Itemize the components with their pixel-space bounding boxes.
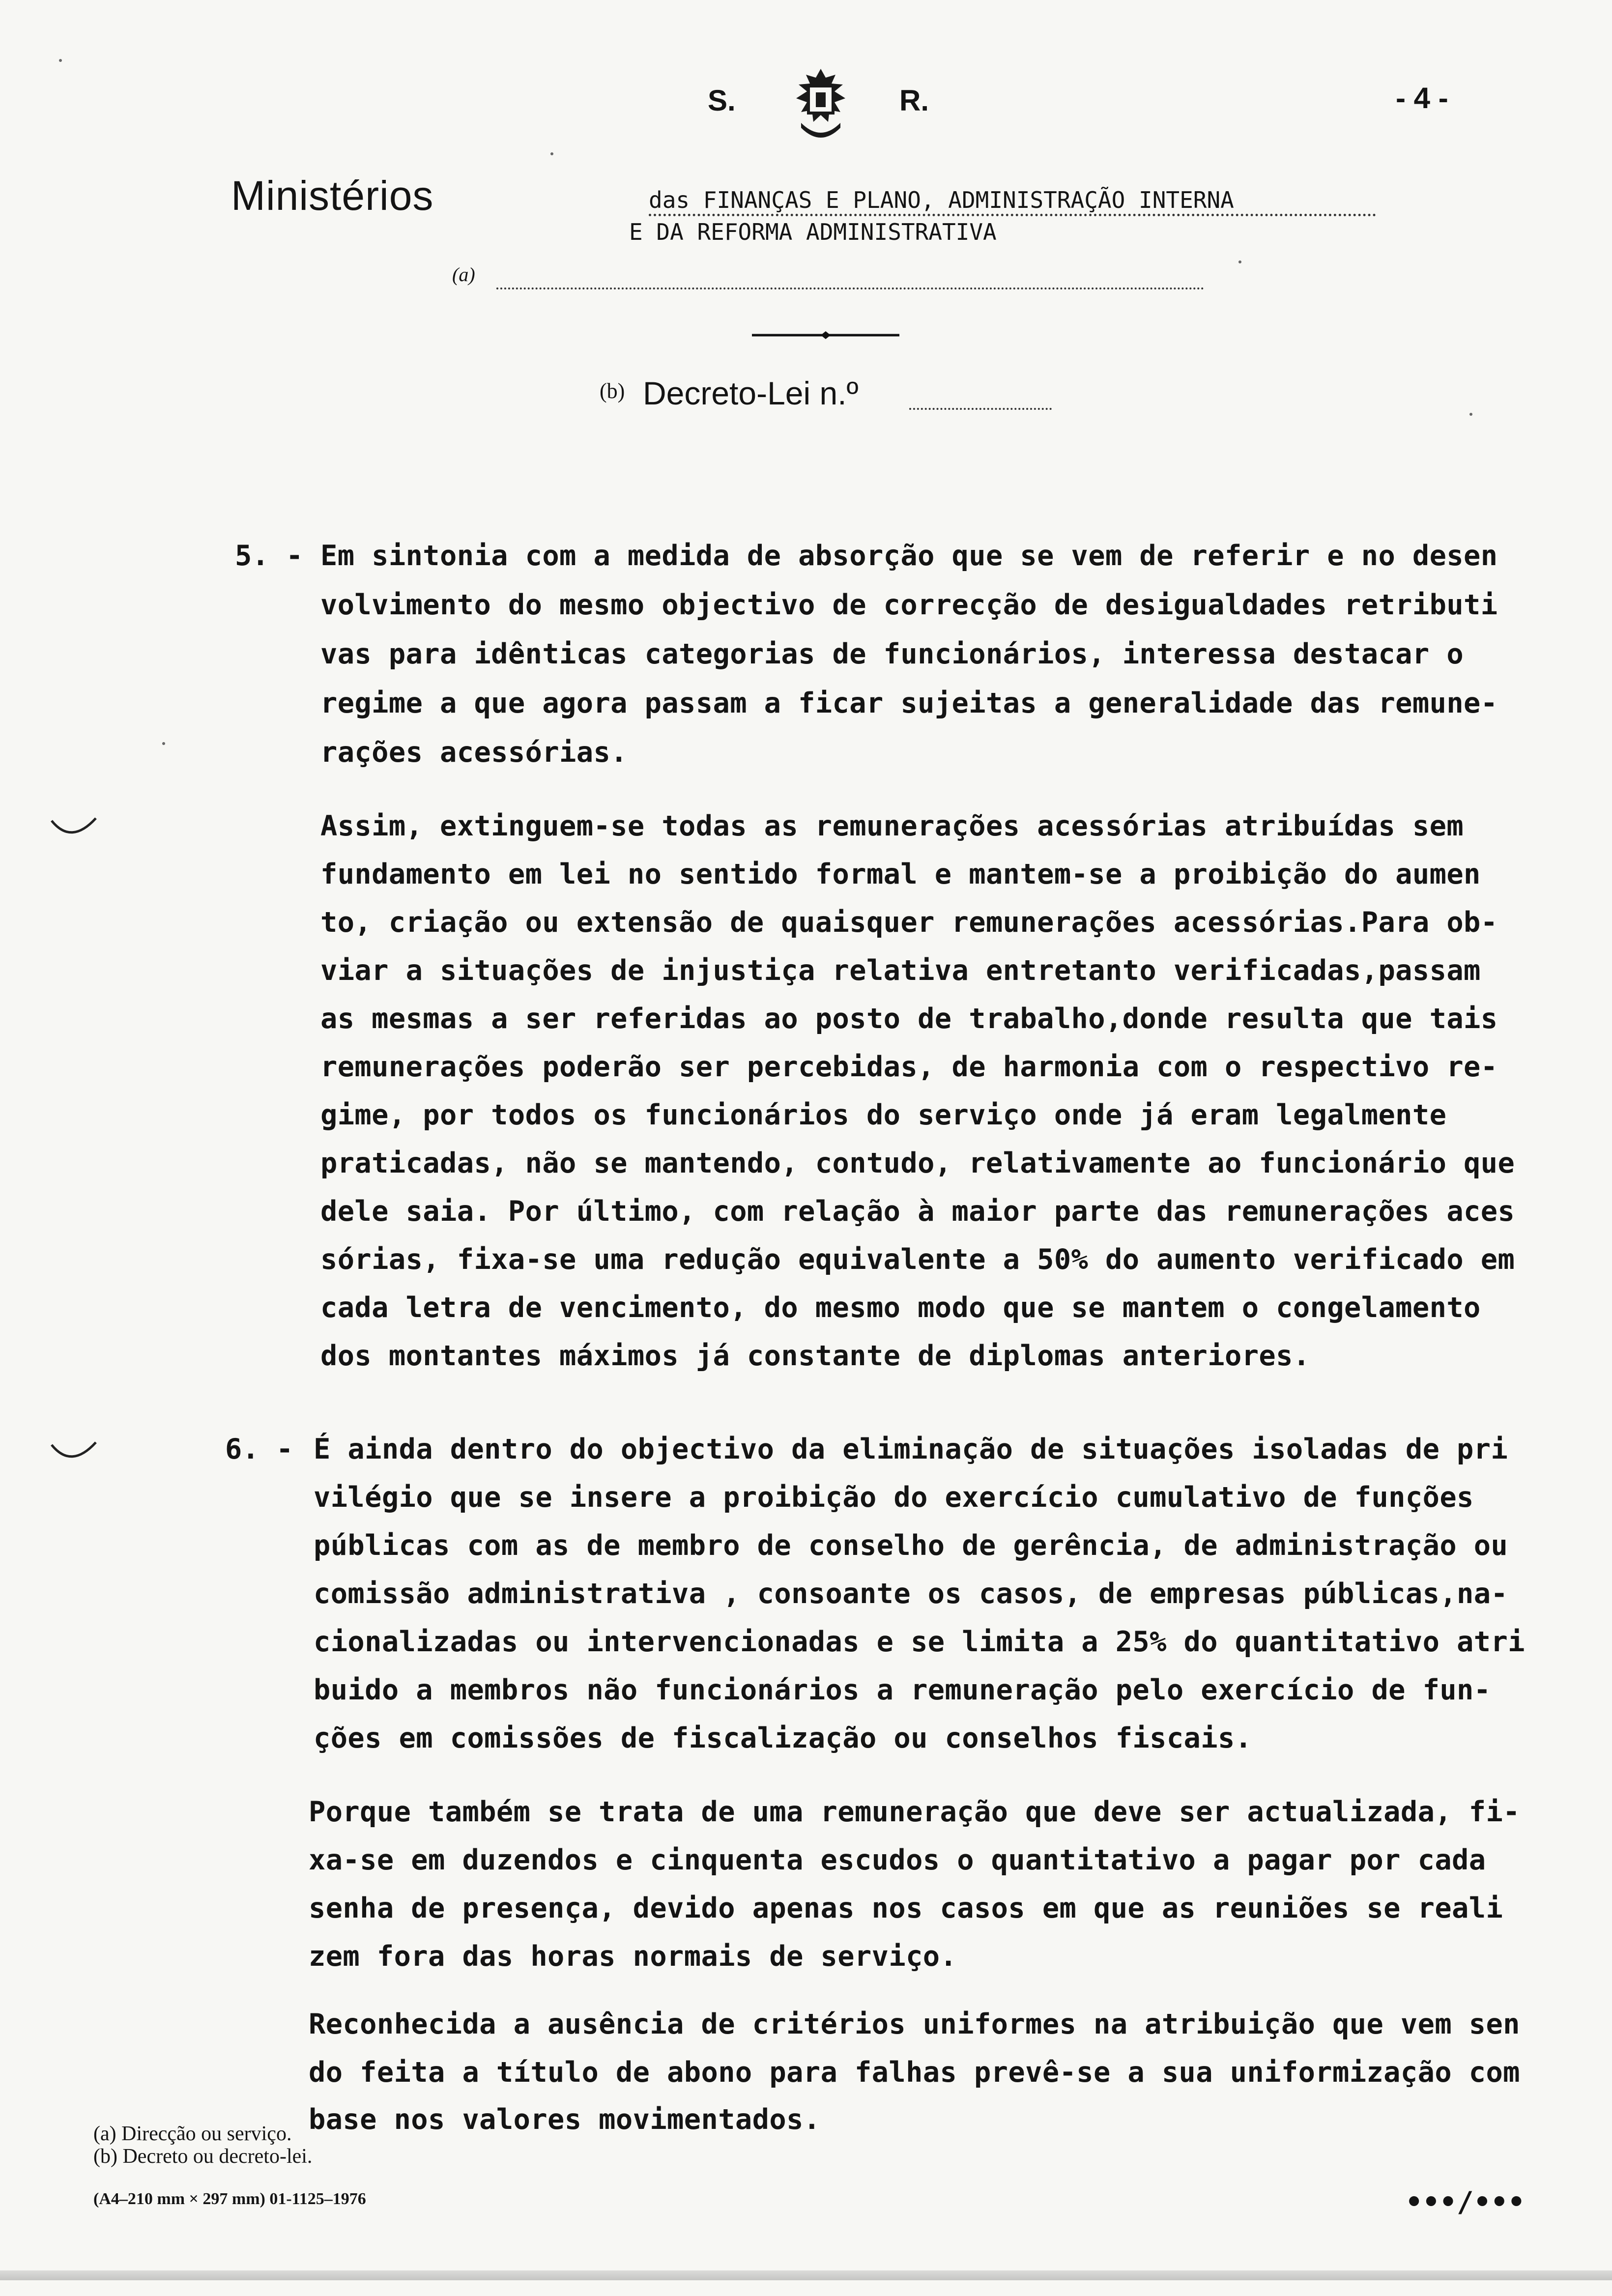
paragraph-6b-line: Porque também se trata de uma remuneração que deve ser actualizada, fi- — [309, 1796, 1520, 1828]
paragraph-5b-line: gime, por todos os funcionários do serviço onde já eram legalmente — [320, 1099, 1447, 1131]
decree-number-dotted-line — [909, 408, 1052, 410]
scan-speck — [59, 59, 62, 62]
header-s-letter: S. — [708, 84, 736, 117]
paragraph-6-line: cionalizadas ou intervencionadas e se limita a 25% do quantitativo atri — [314, 1626, 1525, 1658]
form-code: (A4–210 mm × 297 mm) 01-1125–1976 — [93, 2190, 366, 2208]
paragraph-5-number: 5. - — [235, 540, 303, 572]
paragraph-6b-line: xa-se em duzendos e cinquenta escudos o quantitativo a pagar por cada — [309, 1844, 1486, 1876]
paragraph-5b-line: praticadas, não se mantendo, contudo, relativamente ao funcionário que — [320, 1147, 1515, 1179]
paragraph-5b-line: viar a situações de injustiça relativa entretanto verificadas,passam — [320, 954, 1481, 987]
paragraph-6-line: vilégio que se insere a proibição do exercício cumulativo de funções — [314, 1481, 1474, 1514]
paragraph-6b-line: zem fora das horas normais de serviço. — [309, 1940, 957, 1973]
ministry-name-line1: das FINANÇAS E PLANO, ADMINISTRAÇÃO INTERNA — [649, 187, 1234, 213]
paragraph-5b-line: dos montantes máximos já constante de diplomas anteriores. — [320, 1340, 1310, 1372]
paragraph-5b-line: dele saia. Por último, com relação à maior parte das remunerações aces — [320, 1195, 1515, 1228]
decree-marker: (b) — [600, 379, 625, 403]
paragraph-5b-line: fundamento em lei no sentido formal e mantem-se a proibição do aumen — [320, 858, 1481, 890]
coat-of-arms-icon — [777, 64, 865, 147]
continuation-mark: •••/••• — [1406, 2186, 1526, 2218]
scan-speck — [162, 742, 165, 745]
paragraph-6-line: ções em comissões de fiscalização ou conselhos fiscais. — [314, 1722, 1252, 1754]
paragraph-6c-line: Reconhecida a ausência de critérios uniformes na atribuição que vem sen — [309, 2008, 1520, 2040]
scan-speck — [1238, 260, 1241, 263]
field-a-dotted-line — [496, 287, 1204, 289]
diamond-divider — [752, 330, 899, 340]
page-number: - 4 - — [1396, 82, 1448, 115]
header-r-letter: R. — [899, 84, 929, 117]
paragraph-6-line: É ainda dentro do objectivo da eliminação de situações isoladas de pri — [314, 1433, 1508, 1465]
paragraph-5b-line: to, criação ou extensão de quaisquer remunerações acessórias.Para ob- — [320, 906, 1498, 939]
decree-label: Decreto-Lei n.º — [643, 375, 859, 411]
paragraph-6-line: públicas com as de membro de conselho de gerência, de administração ou — [314, 1529, 1508, 1562]
scan-bottom-edge — [0, 2270, 1612, 2280]
paragraph-5-line: volvimento do mesmo objectivo de correcção de desigualdades retributi — [320, 589, 1498, 621]
paragraph-5-line: rações acessórias. — [320, 736, 628, 769]
paragraph-5-line: regime a que agora passam a ficar sujeitas a generalidade das remune- — [320, 687, 1498, 719]
paragraph-6-number: 6. - — [225, 1433, 293, 1465]
scan-speck — [1469, 413, 1472, 416]
footnote-b: (b) Decreto ou decreto-lei. — [93, 2145, 313, 2168]
punch-hole-mark — [49, 1440, 98, 1469]
paragraph-5b-line: Assim, extinguem-se todas as remunerações acessórias atribuídas sem — [320, 810, 1464, 842]
ministry-label: Ministérios — [231, 172, 434, 219]
field-a-marker: (a) — [452, 263, 475, 286]
paragraph-5b-line: remunerações poderão ser percebidas, de harmonia com o respectivo re- — [320, 1051, 1498, 1083]
footnote-a: (a) Direcção ou serviço. — [93, 2123, 292, 2145]
punch-hole-mark — [49, 816, 98, 845]
paragraph-5-line: vas para idênticas categorias de funcionários, interessa destacar o — [320, 638, 1464, 670]
paragraph-6-line: comissão administrativa , consoante os casos, de empresas públicas,na- — [314, 1578, 1508, 1610]
paragraph-5b-line: as mesmas a ser referidas ao posto de trabalho,donde resulta que tais — [320, 1003, 1498, 1035]
paragraph-6-line: buido a membros não funcionários a remuneração pelo exercício de fun- — [314, 1674, 1491, 1706]
paragraph-5b-line: sórias, fixa-se uma redução equivalente a 50% do aumento verificado em — [320, 1243, 1515, 1276]
paragraph-6b-line: senha de presença, devido apenas nos casos em que as reuniões se reali — [309, 1892, 1503, 1924]
paragraph-6c-line: do feita a título de abono para falhas prevê-se a sua uniformização com — [309, 2056, 1520, 2089]
paragraph-6c-line: base nos valores movimentados. — [309, 2103, 821, 2136]
ministry-dotted-line — [649, 214, 1376, 216]
ministry-name-line2: E DA REFORMA ADMINISTRATIVA — [629, 219, 997, 245]
paragraph-5-line: Em sintonia com a medida de absorção que se vem de referir e no desen — [320, 540, 1498, 572]
scan-speck — [550, 152, 553, 155]
paragraph-5b-line: cada letra de vencimento, do mesmo modo que se mantem o congelamento — [320, 1292, 1481, 1324]
